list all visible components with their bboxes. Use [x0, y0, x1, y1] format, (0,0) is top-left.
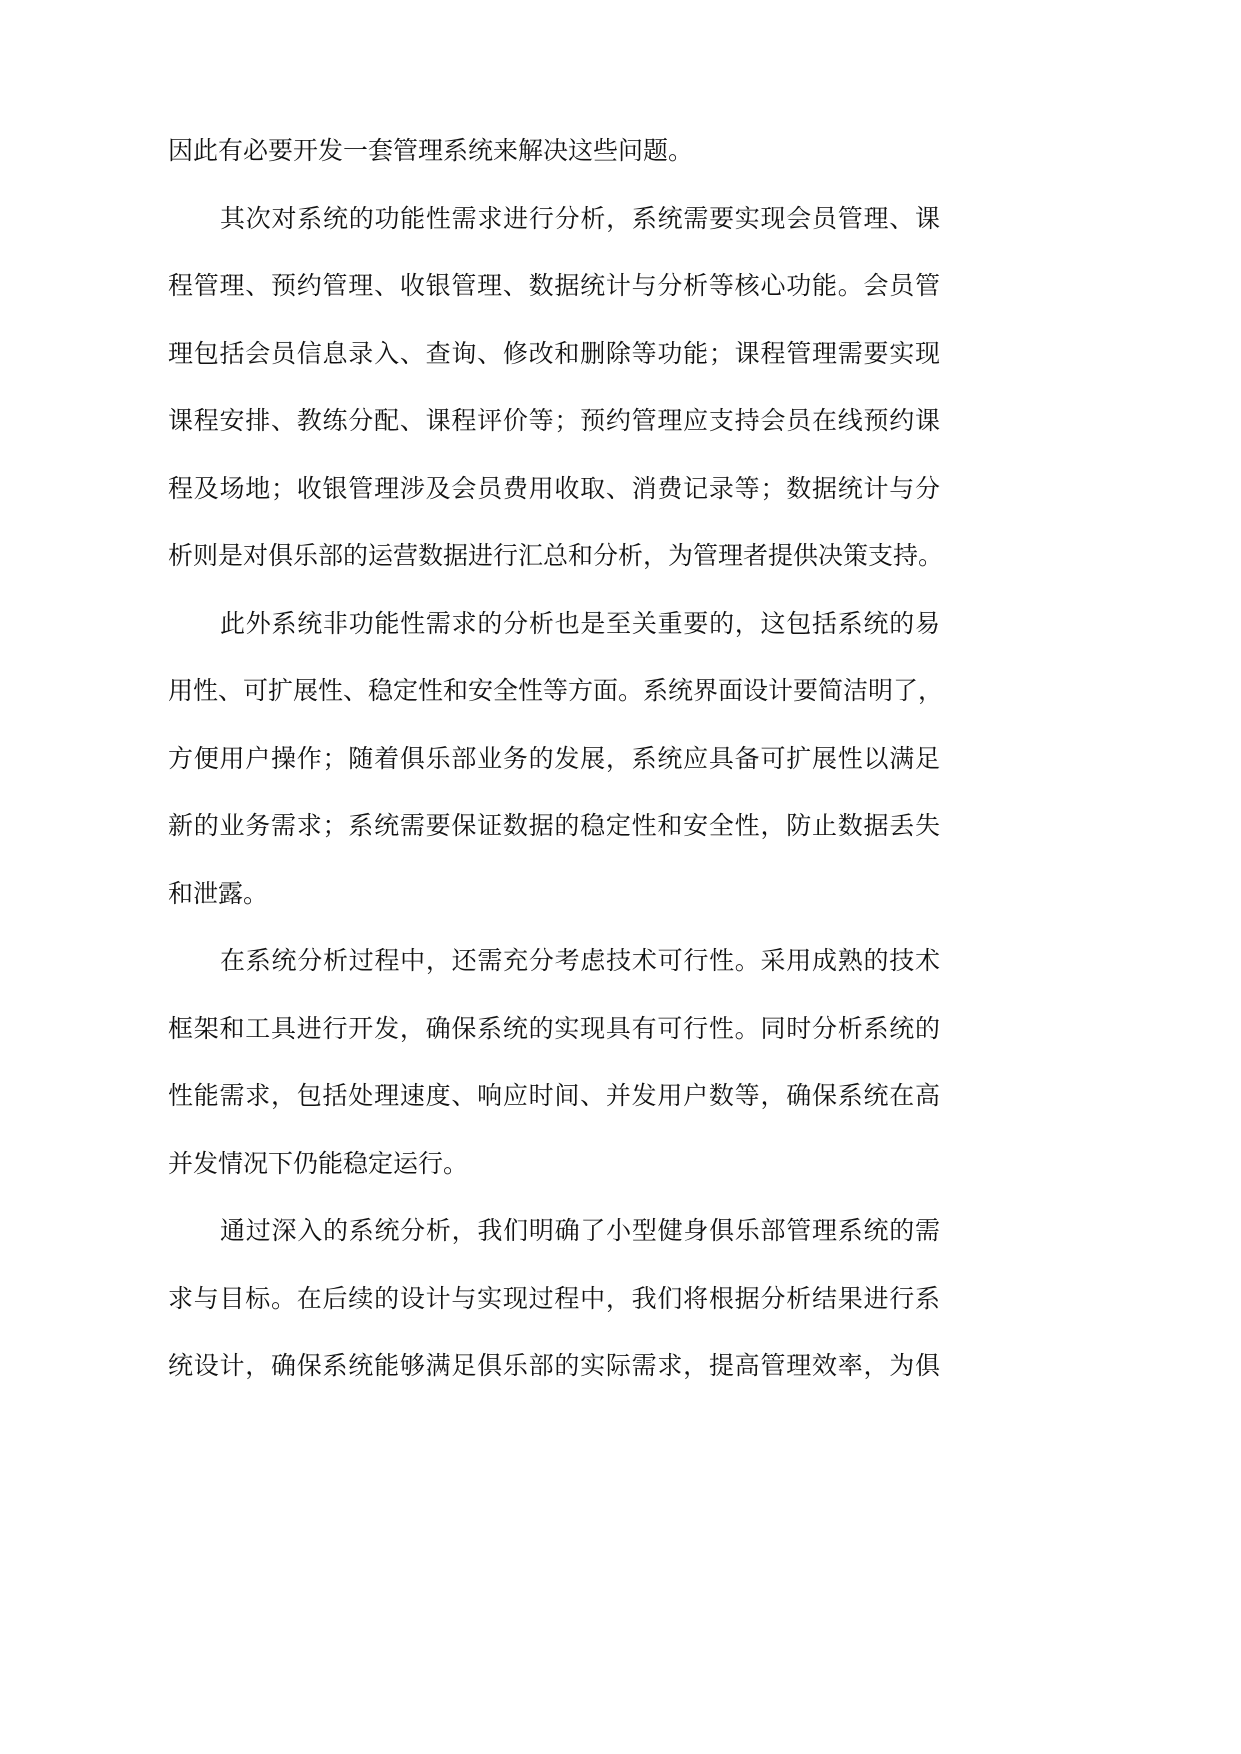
text-line: 并发情况下仍能稳定运行。	[168, 1150, 469, 1178]
text-line: 程管理、预约管理、收银管理、数据统计与分析等核心功能。会员管	[168, 273, 940, 300]
paragraph-functional-requirements	[168, 186, 944, 591]
text-line: 通过深入的系统分析，我们明确了小型健身俱乐部管理系统的需	[220, 1218, 940, 1245]
text-line: 析则是对俱乐部的运营数据进行汇总和分析，为管理者提供决策支持。	[168, 543, 944, 570]
text-line: 此外系统非功能性需求的分析也是至关重要的，这包括系统的易	[220, 610, 940, 638]
paragraph-conclusion	[168, 1198, 940, 1401]
text-line: 和泄露。	[168, 880, 269, 908]
text-line: 方便用户操作；随着俱乐部业务的发展，系统应具备可扩展性以满足	[168, 745, 940, 773]
text-line: 理包括会员信息录入、查询、修改和删除等功能；课程管理需要实现	[168, 340, 940, 368]
body-text	[168, 118, 944, 1401]
text-line: 框架和工具进行开发，确保系统的实现具有可行性。同时分析系统的	[168, 1015, 940, 1043]
paragraph-continuation	[168, 118, 940, 186]
text-line: 在系统分析过程中，还需充分考虑技术可行性。采用成熟的技术	[220, 948, 940, 975]
text-line: 其次对系统的功能性需求进行分析，系统需要实现会员管理、课	[220, 205, 940, 233]
paragraph-technical-feasibility	[168, 928, 940, 1198]
text-line: 新的业务需求；系统需要保证数据的稳定性和安全性，防止数据丢失	[168, 813, 940, 840]
text-line: 统设计，确保系统能够满足俱乐部的实际需求，提高管理效率，为俱	[168, 1353, 940, 1380]
paragraph-nonfunctional-requirements	[168, 591, 944, 929]
text-line: 求与目标。在后续的设计与实现过程中，我们将根据分析结果进行系	[168, 1285, 940, 1313]
text-line: 课程安排、教练分配、课程评价等；预约管理应支持会员在线预约课	[168, 408, 940, 435]
text-line: 性能需求，包括处理速度、响应时间、并发用户数等，确保系统在高	[168, 1083, 940, 1110]
text-line: 因此有必要开发一套管理系统来解决这些问题。	[168, 138, 694, 165]
text-line: 用性、可扩展性、稳定性和安全性等方面。系统界面设计要简洁明了，	[168, 678, 944, 705]
text-line: 程及场地；收银管理涉及会员费用收取、消费记录等；数据统计与分	[168, 475, 940, 503]
